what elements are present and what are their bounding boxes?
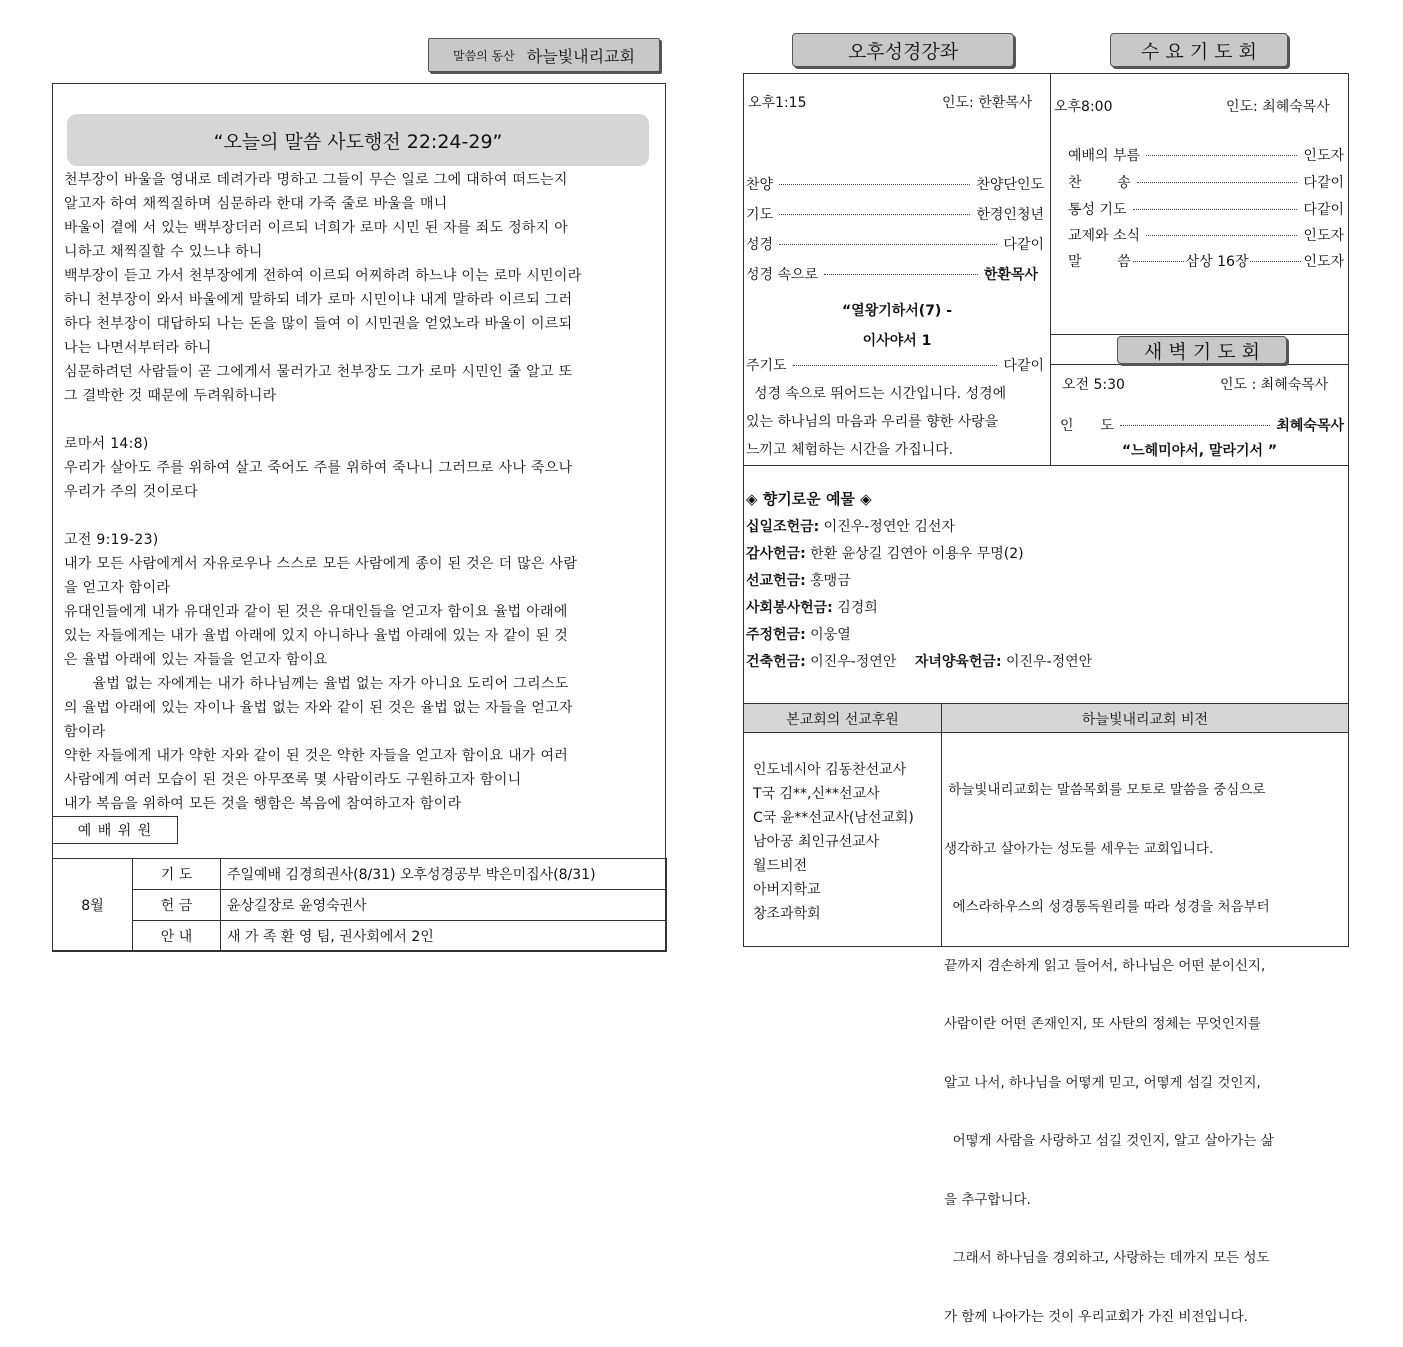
afternoon-leader: 인도: 한환목사 xyxy=(942,95,1033,111)
dawn-title-tab xyxy=(1117,336,1287,364)
mission-item: T국 김**,신**선교사 xyxy=(753,786,880,802)
dawn-time: 오전 5:30 xyxy=(1062,377,1125,393)
wednesday-title: 수 요 기 도 회 xyxy=(1141,40,1257,63)
scripture-line: 내가 모든 사람에게서 자유로우나 스스로 모든 사람에게 종이 된 것은 더 많은 사람 xyxy=(64,556,578,572)
duty-value: 윤상길장로 윤영숙권사 xyxy=(221,890,667,921)
word-title-banner xyxy=(67,114,649,166)
scripture-line: 그 결박한 것 때문에 두려워하니라 xyxy=(64,388,277,404)
dawn-topic: “느헤미야서, 말라기서 ” xyxy=(1121,443,1278,459)
scripture-line: 알고자 하여 채찍질하며 심문하라 한대 가죽 줄로 바울을 매니 xyxy=(64,196,448,212)
dawn-title: 새 벽 기 도 회 xyxy=(1144,340,1260,363)
afternoon-time: 오후1:15 xyxy=(748,95,807,111)
scripture-line: 우리가 살아도 주를 위하여 살고 죽어도 주를 위하여 죽나니 그러므로 사나 죽으나 xyxy=(64,460,573,476)
dawn-leader: 인도 : 최혜숙목사 xyxy=(1220,377,1329,393)
offering-line: 선교헌금: 홍맹금 xyxy=(746,573,851,589)
duty-row-usher xyxy=(53,921,667,952)
header-subtitle: 말씀의 동산 xyxy=(453,48,515,63)
duty-label-box xyxy=(52,816,178,844)
scripture-line xyxy=(64,408,656,432)
word-title: “오늘의 말씀 사도행전 22:24-29” xyxy=(213,130,503,153)
mission-item: 창조과학회 xyxy=(753,906,821,922)
scripture-line: 을 얻고자 함이라 xyxy=(64,580,171,596)
scripture-line: 율법 없는 자에게는 내가 하나님께는 율법 없는 자가 아니요 도리어 그리스도 xyxy=(64,676,569,692)
offering-line: 사회봉사헌금: 김경희 xyxy=(746,600,878,616)
mission-title: 본교회의 선교후원 xyxy=(786,712,899,728)
afternoon-topic-line1: “열왕기하서(7) - xyxy=(841,303,953,319)
scripture-line: 약한 자들에게 내가 약한 자와 같이 된 것은 약한 자들을 얻고자 함이요 내가 여러 xyxy=(64,748,569,764)
wednesday-time: 오후8:00 xyxy=(1054,99,1113,115)
afternoon-item-prayer: 기도 한경인청년 xyxy=(746,207,1044,223)
offering-line: 주정헌금: 이웅열 xyxy=(746,627,851,643)
scripture-line: 하니 천부장이 와서 바울에게 말하되 네가 로마 시민이냐 내게 말하라 이르되 그러 xyxy=(64,292,573,308)
scripture-line: 나는 나면서부터라 하니 xyxy=(64,340,212,356)
scripture-line: 심문하려던 사람들이 곧 그에게서 물러가고 천부장도 그가 로마 시민인 줄 알고 또 xyxy=(64,364,573,380)
duty-row-prayer xyxy=(53,859,667,890)
afternoon-topic-line2: 이사야서 1 xyxy=(862,333,932,349)
church-header xyxy=(428,38,660,72)
afternoon-item-lords-prayer: 주기도 다같이 xyxy=(746,358,1044,374)
scripture-line: 의 율법 아래에 있는 자이나 율법 없는 자와 같이 된 것은 율법 없는 자들을 얻고자 xyxy=(64,700,573,716)
duty-value: 주일예배 김경희권사(8/31) 오후성경공부 박은미집사(8/31) xyxy=(221,859,667,890)
scripture-line: 함이라 xyxy=(64,724,106,740)
wednesday-item-sermon: 말 씀 삼상 16장 인도자 xyxy=(1068,254,1345,270)
wednesday-leader: 인도: 최혜숙목사 xyxy=(1226,99,1330,115)
scripture-line: 우리가 주의 것이로다 xyxy=(64,484,198,500)
mission-item: 남아공 최인규선교사 xyxy=(753,834,880,850)
duty-role: 안 내 xyxy=(133,921,221,952)
mission-item: 월드비전 xyxy=(753,858,808,874)
offering-line: 십일조헌금: 이진우-정연안 김선자 xyxy=(746,519,955,535)
scripture-line: 사람에게 여러 모습이 된 것은 아무쪼록 몇 사람이라도 구원하고자 함이니 xyxy=(64,772,522,788)
duty-role: 헌 금 xyxy=(133,890,221,921)
scripture-line: 로마서 14:8) xyxy=(64,436,149,452)
scripture-line: 고전 9:19-23) xyxy=(64,532,159,548)
offering-title: ◈ 향기로운 예물 ◈ xyxy=(746,490,872,508)
afternoon-description: 성경 속으로 뛰어드는 시간입니다. 성경에 있는 하나님의 마음과 우리를 향한 사랑을 느끼고 체험하는 시간을 가집니다. xyxy=(746,386,1007,458)
mission-list xyxy=(753,758,914,926)
scripture-line: 니하고 채찍질할 수 있느냐 하니 xyxy=(64,244,263,260)
afternoon-title-tab xyxy=(792,33,1014,67)
duty-value: 새 가 족 환 영 팀, 권사회에서 2인 xyxy=(221,921,667,952)
wednesday-dawn-divider xyxy=(1050,334,1349,335)
mission-vision-divider xyxy=(941,703,942,947)
afternoon-item-bible: 성경 다같이 xyxy=(746,237,1044,253)
duty-row-offering xyxy=(53,890,667,921)
schedule-divider xyxy=(1050,73,1051,466)
wednesday-item-prayer: 통성 기도 다같이 xyxy=(1068,202,1344,218)
header-church-name: 하늘빛내리교회 xyxy=(526,46,635,66)
dawn-leader-row: 인 도 최혜숙목사 xyxy=(1060,418,1344,434)
duty-month: 8월 xyxy=(53,859,133,952)
wednesday-item-hymn: 찬 송 다같이 xyxy=(1068,175,1344,191)
scripture-line xyxy=(64,504,656,528)
duty-table xyxy=(52,858,667,952)
wednesday-item-news: 교제와 소식 인도자 xyxy=(1068,228,1344,244)
vision-text: 하늘빛내리교회는 말씀목회를 모토로 말씀을 중심으로 생각하고 살아가는 성도를 세우는 교회입니다. 에스라하우스의 성경통독원리를 따라 성경을 처음부터 끝까지 겸손하게 읽고 들어서, 하나님은 어떤 분이신지, 사람이란 어떤 존재인지, 또 사탄의 정체는 무엇인지를 알고 나서, 하나님을 어떻게 믿고, 어떻게 섬길 것인지, 어떻게 사람을 사랑하고 섬길 것인지, 알고 살아가는 삶 을 추구합니다. 그래서 하나님을 경외하고, 사랑하는 데까지 모든 성도 가 함께 나아가는 것이 우리교회가 가진 비전입니다. xyxy=(944,782,1274,1325)
wednesday-item-call: 예배의 부름 인도자 xyxy=(1068,148,1344,164)
vision-title: 하늘빛내리교회 비전 xyxy=(1081,712,1209,728)
scripture-line: 내가 복음을 위하여 모든 것을 행함은 복음에 참여하고자 함이라 xyxy=(64,796,462,812)
afternoon-item-into-bible: 성경 속으로 한환목사 xyxy=(746,267,1038,283)
afternoon-item-praise: 찬양 찬양단인도 xyxy=(746,177,1044,193)
mission-item: 인도네시아 김동찬선교사 xyxy=(753,762,907,778)
scripture-line: 백부장이 듣고 가서 천부장에게 전하여 이르되 어찌하려 하느냐 이는 로마 시민이라 xyxy=(64,268,582,284)
afternoon-title: 오후성경강좌 xyxy=(847,40,959,63)
scripture-line: 유대인들에게 내가 유대인과 같이 된 것은 유대인들을 얻고자 함이요 율법 아래에 xyxy=(64,604,568,620)
duty-label: 예 배 위 원 xyxy=(77,823,153,839)
scripture-text xyxy=(64,168,656,816)
wednesday-title-tab xyxy=(1110,33,1288,67)
offering-line: 감사헌금: 한환 윤상길 김연아 이용우 무명(2) xyxy=(746,546,1024,562)
duty-role: 기 도 xyxy=(133,859,221,890)
scripture-line: 하다 천부장이 대답하되 나는 돈을 많이 들여 이 시민권을 얻었노라 바울이 이르되 xyxy=(64,316,573,332)
offering-line: 건축헌금: 이진우-정연안 자녀양육헌금: 이진우-정연안 xyxy=(746,654,1093,670)
scripture-line: 있는 자들에게는 내가 율법 아래에 있지 아니하나 율법 아래에 있는 자 같이 된 것 xyxy=(64,628,569,644)
scripture-line: 은 율법 아래에 있는 자들을 얻고자 함이요 xyxy=(64,652,328,668)
scripture-line: 천부장이 바울을 영내로 데려가라 명하고 그들이 무슨 일로 그에 대하여 떠드는지 xyxy=(64,172,568,188)
mission-item: C국 윤**선교사(남선교회) xyxy=(753,810,914,826)
mission-item: 아버지학교 xyxy=(753,882,821,898)
dawn-top-line xyxy=(1050,364,1349,365)
scripture-line: 바울이 곁에 서 있는 백부장더러 이르되 너희가 로마 시민 된 자를 죄도 정하지 아 xyxy=(64,220,569,236)
offering-list xyxy=(746,514,1092,676)
